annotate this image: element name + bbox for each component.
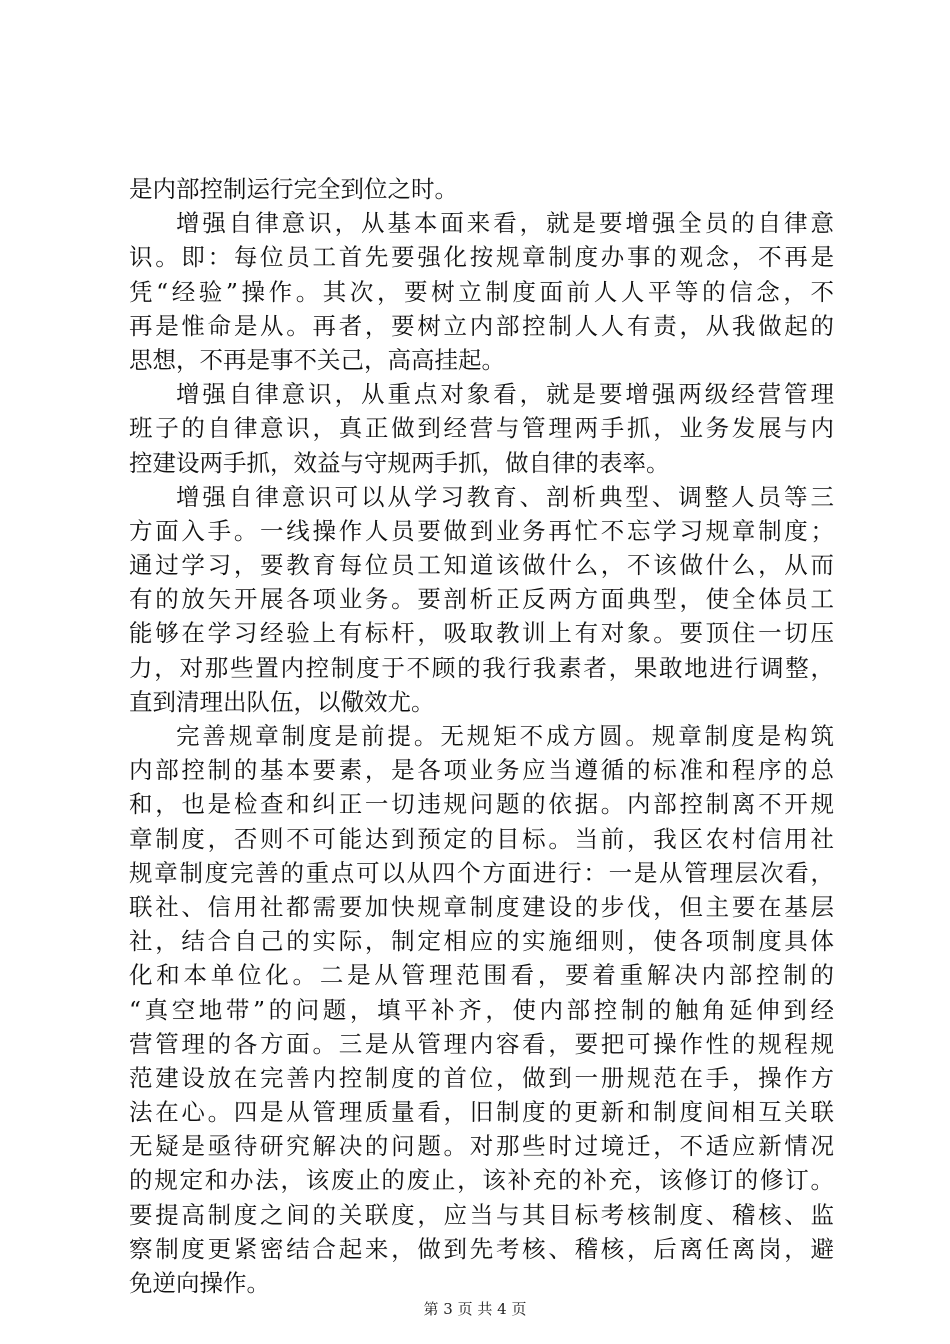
text-line: 和，也是检查和纠正一切违规问题的依据。内部控制离不开规 xyxy=(129,790,834,819)
text-line: 化和本单位化。二是从管理范围看，要着重解决内部控制的 xyxy=(129,961,834,990)
text-line: 通过学习，要教育每位员工知道该做什么，不该做什么，从而 xyxy=(129,551,834,580)
text-line: 方面入手。一线操作人员要做到业务再忙不忘学习规章制度； xyxy=(129,516,834,545)
text-line: 规章制度完善的重点可以从四个方面进行：一是从管理层次看， xyxy=(129,858,834,887)
text-line: 联社、信用社都需要加快规章制度建设的步伐，但主要在基层 xyxy=(129,892,834,921)
text-line: 增强自律意识，从重点对象看，就是要增强两级经营管理 xyxy=(176,380,834,409)
page-footer: 第 3 页 共 4 页 xyxy=(423,1300,527,1318)
text-line: 思想，不再是事不关己，高高挂起。 xyxy=(129,345,505,374)
text-line: 社，结合自己的实际，制定相应的实施细则，使各项制度具体 xyxy=(129,927,834,956)
text-line: 察制度更紧密结合起来，做到先考核、稽核，后离任离岗，避 xyxy=(129,1234,834,1263)
text-line: 法在心。四是从管理质量看，旧制度的更新和制度间相互关联 xyxy=(129,1098,834,1127)
text-line: 增强自律意识可以从学习教育、剖析典型、调整人员等三 xyxy=(176,482,834,511)
text-line: 免逆向操作。 xyxy=(129,1269,270,1297)
text-line: 直到清理出队伍，以儆效尤。 xyxy=(129,687,435,716)
text-line: 凭“经验”操作。其次，要树立制度面前人人平等的信念，不 xyxy=(129,277,834,306)
text-line: 内部控制的基本要素，是各项业务应当遵循的标准和程序的总 xyxy=(129,756,834,785)
text-line: 有的放矢开展各项业务。要剖析正反两方面典型，使全体员工 xyxy=(129,585,834,614)
text-line: 能够在学习经验上有标杆，吸取教训上有对象。要顶住一切压 xyxy=(129,619,834,648)
text-line: 再是惟命是从。再者，要树立内部控制人人有责，从我做起的 xyxy=(129,311,834,340)
text-line: “真空地带”的问题，填平补齐，使内部控制的触角延伸到经 xyxy=(129,995,834,1024)
text-line: 营管理的各方面。三是从管理内容看，要把可操作性的规程规 xyxy=(129,1029,834,1058)
text-line: 控建设两手抓，效益与守规两手抓，做自律的表率。 xyxy=(129,448,670,477)
body-text xyxy=(129,172,834,1300)
text-line: 章制度，否则不可能达到预定的目标。当前，我区农村信用社 xyxy=(129,824,834,853)
text-line: 识。即：每位员工首先要强化按规章制度办事的观念，不再是 xyxy=(129,243,834,272)
text-line: 范建设放在完善内控制度的首位，做到一册规范在手，操作方 xyxy=(129,1063,834,1092)
text-line: 无疑是亟待研究解决的问题。对那些时过境迁，不适应新情况 xyxy=(129,1132,834,1161)
text-line: 增强自律意识，从基本面来看，就是要增强全员的自律意 xyxy=(176,209,834,238)
text-line: 力，对那些置内控制度于不顾的我行我素者，果敢地进行调整， xyxy=(129,653,834,682)
text-line: 是内部控制运行完全到位之时。 xyxy=(129,175,458,203)
text-line: 完善规章制度是前提。无规矩不成方圆。规章制度是构筑 xyxy=(176,722,834,750)
text-line: 班子的自律意识，真正做到经营与管理两手抓，业务发展与内 xyxy=(129,414,834,443)
text-line: 要提高制度之间的关联度，应当与其目标考核制度、稽核、监 xyxy=(129,1200,834,1229)
text-line: 的规定和办法，该废止的废止，该补充的补充，该修订的修订。 xyxy=(129,1166,834,1195)
